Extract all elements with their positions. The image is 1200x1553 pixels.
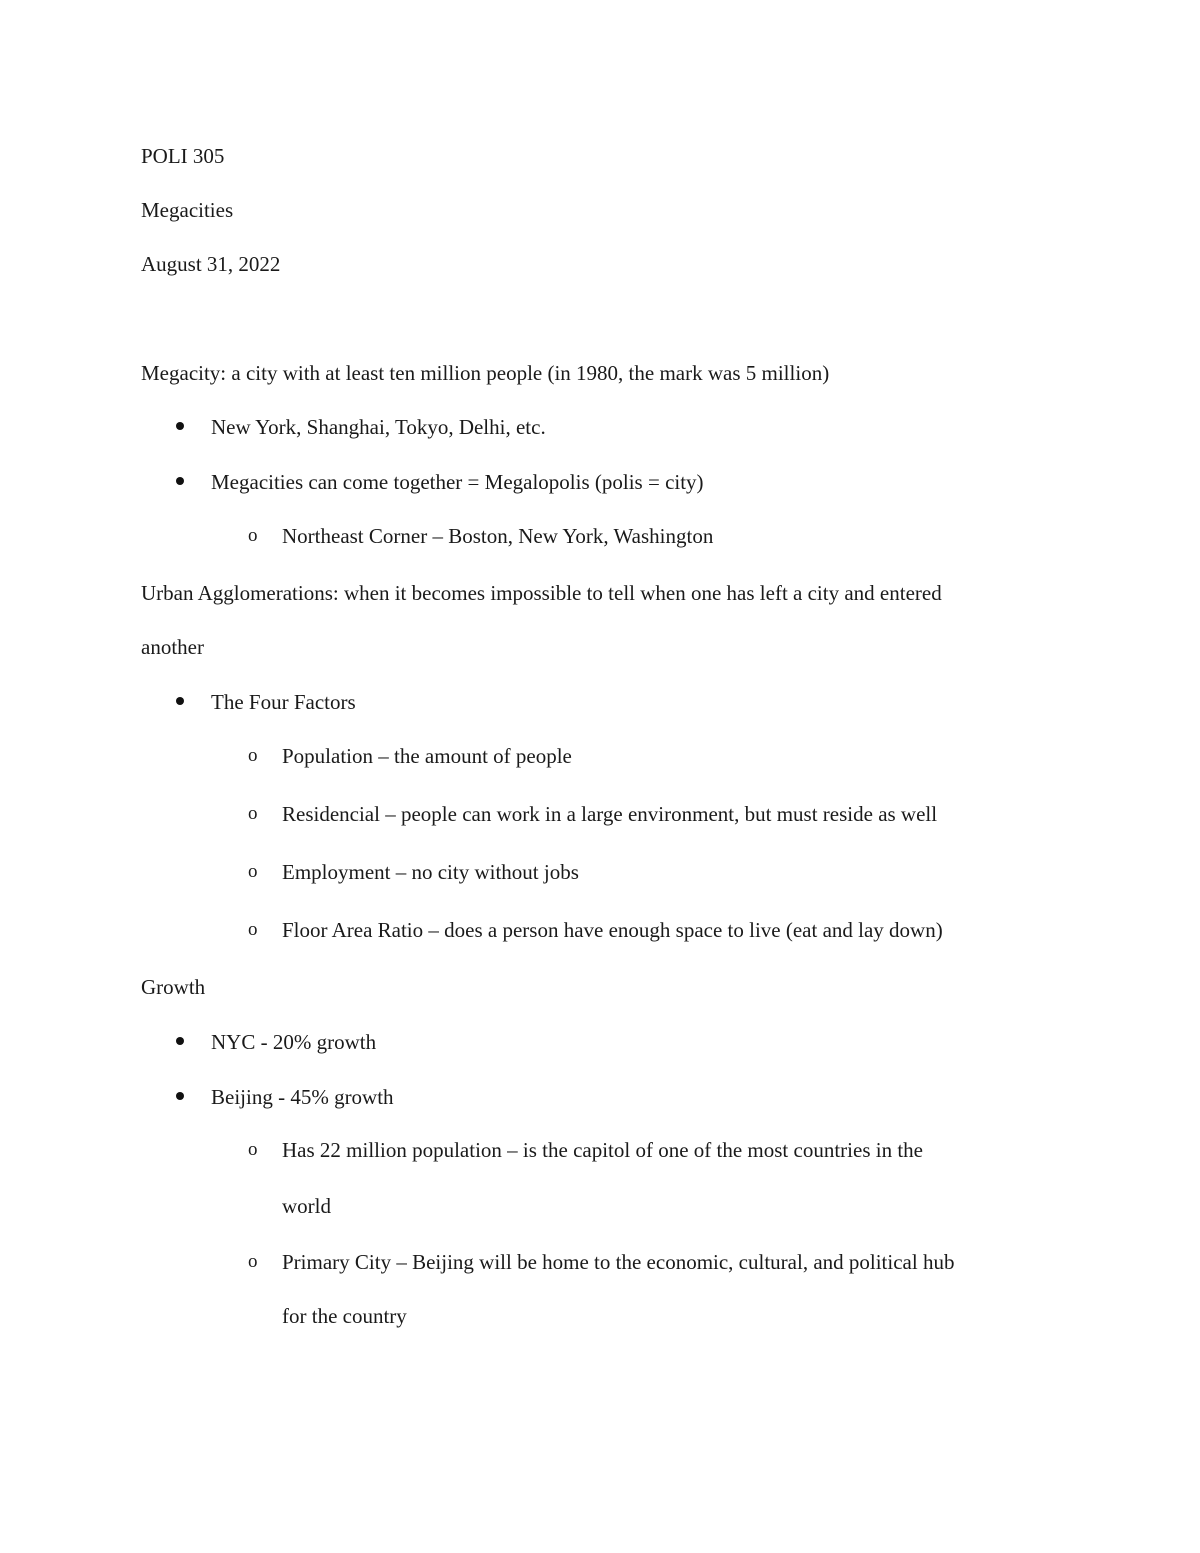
topic-title: Megacities (141, 198, 234, 222)
bullet-dot (176, 697, 184, 705)
factor-item: Employment – no city without jobs (282, 860, 579, 884)
date-line: August 31, 2022 (141, 252, 281, 276)
nyc-growth: NYC - 20% growth (211, 1030, 377, 1054)
bullet-dot (176, 477, 184, 485)
megalopolis-note: Megacities can come together = Megalopolis (polis = city) (211, 470, 704, 494)
bullet-dot (176, 1037, 184, 1045)
primary-city-line-1: Primary City – Beijing will be home to the economic, cultural, and political hub (282, 1250, 955, 1274)
factor-item: Population – the amount of people (282, 744, 572, 768)
urban-definition-line-2: another (141, 635, 204, 659)
beijing-population-line-2: world (282, 1194, 331, 1218)
urban-definition-line-1: Urban Agglomerations: when it becomes impossible to tell when one has left a city and entered (141, 581, 942, 605)
factor-item: Residencial – people can work in a large environment, but must reside as well (282, 802, 938, 826)
sub-bullet-marker: o (248, 745, 258, 766)
sub-bullet-marker: o (248, 1139, 258, 1160)
megacity-examples: New York, Shanghai, Tokyo, Delhi, etc. (211, 415, 546, 439)
growth-heading: Growth (141, 975, 206, 999)
sub-bullet-marker: o (248, 1251, 258, 1272)
four-factors-heading: The Four Factors (211, 690, 356, 714)
course-title: POLI 305 (141, 144, 225, 168)
beijing-growth: Beijing - 45% growth (211, 1085, 394, 1109)
sub-bullet-marker: o (248, 861, 258, 882)
sub-bullet-marker: o (248, 803, 258, 824)
bullet-dot (176, 1092, 184, 1100)
sub-bullet-marker: o (248, 919, 258, 940)
sub-bullet-marker: o (248, 525, 258, 546)
beijing-population-line-1: Has 22 million population – is the capitol of one of the most countries in the (282, 1138, 923, 1162)
bullet-dot (176, 422, 184, 430)
megacity-definition: Megacity: a city with at least ten million people (in 1980, the mark was 5 million) (141, 361, 830, 385)
primary-city-line-2: for the country (282, 1304, 407, 1328)
factor-item: Floor Area Ratio – does a person have enough space to live (eat and lay down) (282, 918, 943, 942)
northeast-corner: Northeast Corner – Boston, New York, Washington (282, 524, 714, 548)
